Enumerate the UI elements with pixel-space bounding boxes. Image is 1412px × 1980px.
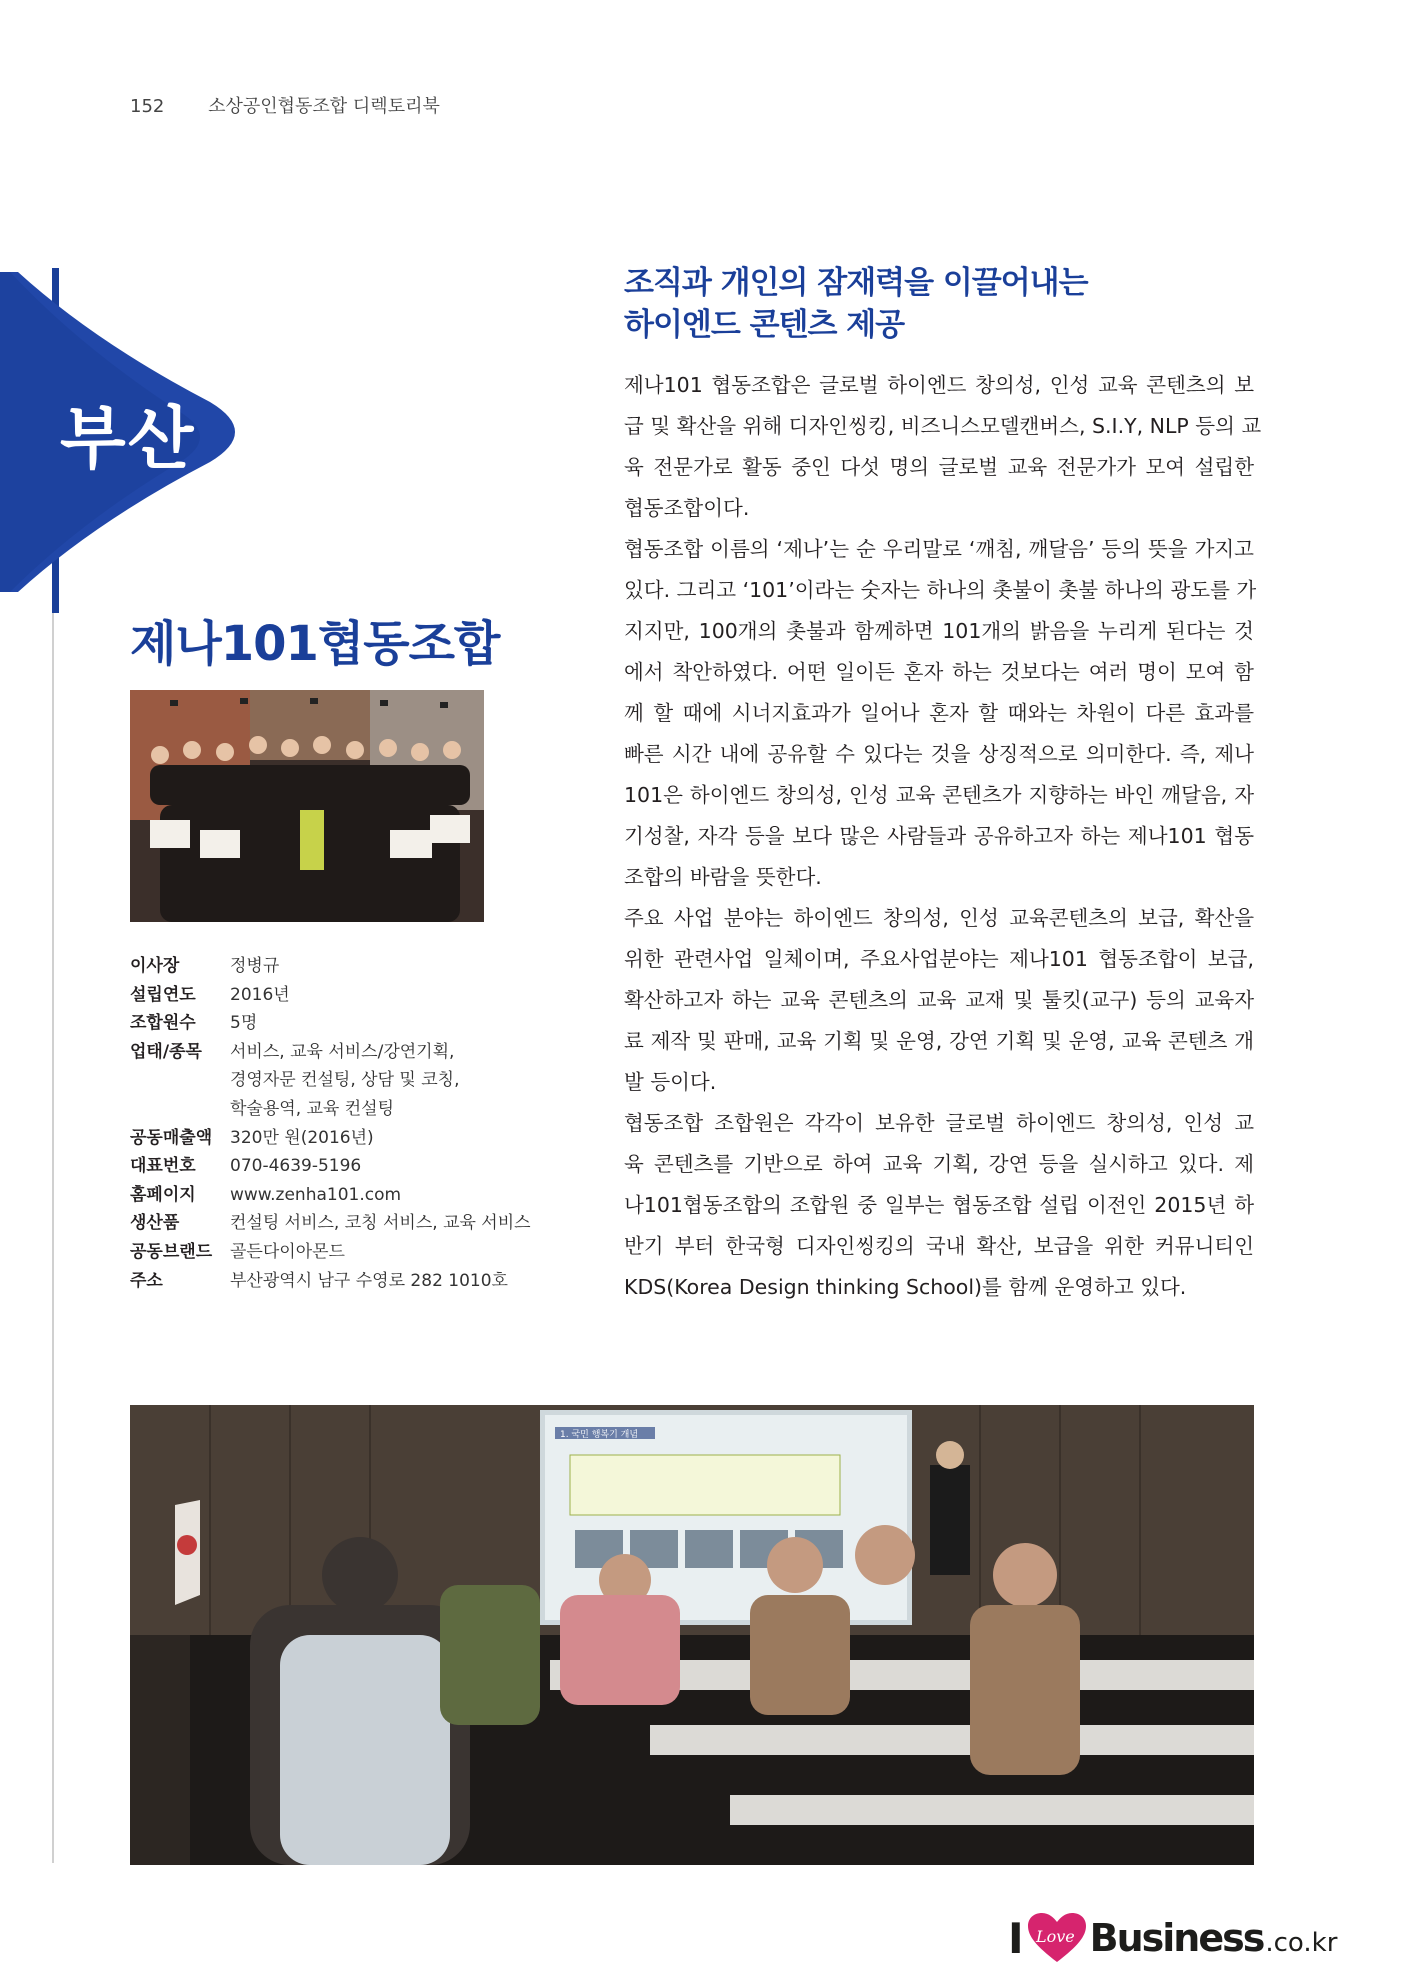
info-label: 홈페이지 — [130, 1184, 196, 1205]
article-body — [624, 365, 1262, 1308]
page-edge-line — [52, 613, 54, 1863]
info-value: 경영자문 컨설팅, 상담 및 코칭, — [230, 1070, 460, 1091]
heart-icon — [1026, 1912, 1088, 1964]
body-line: 있다. 그리고 ‘101’이라는 숫자는 하나의 촛불이 촛불 하나의 광도를 가 — [624, 578, 1257, 602]
page-header — [130, 92, 440, 118]
info-label — [130, 1095, 230, 1124]
info-row-business-type-cont — [130, 1095, 550, 1124]
info-row-sales — [130, 1124, 550, 1153]
info-label: 공동브랜드 — [130, 1241, 213, 1262]
body-line: 육 전문가로 활동 중인 다섯 명의 글로벌 교육 전문가가 모여 설립한 — [624, 455, 1254, 479]
body-line: 협동조합이다. — [624, 496, 750, 520]
region-label: 부산 — [60, 400, 196, 479]
group-photo — [130, 690, 484, 922]
info-value: 070-4639-5196 — [230, 1156, 362, 1177]
info-value: 서비스, 교육 서비스/강연기획, — [230, 1041, 455, 1062]
info-value: www.zenha101.com — [230, 1184, 402, 1205]
page-number: 152 — [130, 96, 165, 117]
info-label: 설립연도 — [130, 984, 196, 1005]
article-headline — [624, 262, 1088, 346]
logo-business-text: Business — [1089, 1916, 1264, 1960]
body-line: 확산하고자 하는 교육 콘텐츠의 교육 교재 및 툴킷(교구) 등의 교육자 — [624, 988, 1254, 1012]
info-value: 정병규 — [230, 956, 280, 976]
body-line: 발 등이다. — [624, 1070, 717, 1094]
body-line: 께 할 때에 시너지효과가 일어나 혼자 할 때와는 차원이 다른 효과를 — [624, 701, 1254, 725]
info-value: 학술용역, 교육 컨설팅 — [230, 1098, 395, 1119]
info-label: 이사장 — [130, 956, 180, 976]
body-line: 에서 착안하였다. 어떤 일이든 혼자 하는 것보다는 여러 명이 모여 함 — [624, 660, 1254, 684]
body-line: 위한 관련사업 일체이며, 주요사업분야는 제나101 협동조합이 보급, — [624, 947, 1254, 971]
info-row-products — [130, 1209, 550, 1238]
info-row-brand — [130, 1238, 550, 1267]
body-line: 나101협동조합의 조합원 중 일부는 협동조합 설립 이전인 2015년 하 — [624, 1193, 1254, 1217]
info-row-members — [130, 1009, 550, 1038]
info-label: 대표번호 — [130, 1156, 196, 1177]
info-row-chairman — [130, 952, 550, 981]
info-row-phone — [130, 1152, 550, 1181]
body-line: 협동조합 조합원은 각각이 보유한 글로벌 하이엔드 창의성, 인성 교 — [624, 1111, 1254, 1135]
info-label: 업태/종목 — [130, 1041, 202, 1062]
book-title: 소상공인협동조합 디렉토리북 — [208, 96, 440, 117]
body-line: 급 및 확산을 위해 디자인씽킹, 비즈니스모델캔버스, S.I.Y, NLP 등의 교 — [624, 414, 1262, 438]
info-value: 컨설팅 서비스, 코칭 서비스, 교육 서비스 — [230, 1213, 531, 1234]
info-value: 5명 — [230, 1013, 258, 1034]
body-line: 협동조합 이름의 ‘제나’는 순 우리말로 ‘깨침, 깨달음’ 등의 뜻을 가지고 — [624, 537, 1254, 561]
logo-domain-text: .co.kr — [1265, 1928, 1338, 1958]
body-line: 지지만, 100개의 촛불과 함께하면 101개의 밝음을 누리게 된다는 것 — [624, 619, 1254, 643]
body-line: 기성찰, 자각 등을 보다 많은 사람들과 공유하고자 하는 제나101 협동 — [624, 824, 1254, 848]
info-value: 골든다이아몬드 — [230, 1241, 345, 1262]
body-line: 조합의 바람을 뜻한다. — [624, 865, 822, 889]
slide-heading: 1. 국민 행복기 개념 — [560, 1430, 639, 1440]
body-line: 주요 사업 분야는 하이엔드 창의성, 인성 교육콘텐츠의 보급, 확산을 — [624, 906, 1254, 930]
info-row-business-type-cont — [130, 1066, 550, 1095]
info-label — [130, 1066, 230, 1095]
body-line: 101은 하이엔드 창의성, 인성 교육 콘텐츠가 지향하는 바인 깨달음, 자 — [624, 783, 1254, 807]
info-row-homepage — [130, 1181, 550, 1210]
info-row-founded — [130, 981, 550, 1010]
info-row-business-type — [130, 1038, 550, 1067]
headline-line: 하이엔드 콘텐츠 제공 — [624, 307, 905, 343]
i-love-business-logo — [1008, 1912, 1337, 1964]
coop-info-table — [130, 952, 550, 1295]
headline-line: 조직과 개인의 잠재력을 이끌어내는 — [624, 265, 1088, 301]
info-label: 공동매출액 — [130, 1127, 213, 1148]
info-row-address — [130, 1267, 550, 1296]
body-line: KDS(Korea Design thinking School)를 함께 운영하고 있다. — [624, 1275, 1187, 1299]
info-label: 생산품 — [130, 1213, 180, 1234]
info-value: 2016년 — [230, 984, 290, 1005]
body-line: 반기 부터 한국형 디자인씽킹의 국내 확산, 보급을 위한 커뮤니티인 — [624, 1234, 1254, 1258]
info-value: 320만 원(2016년) — [230, 1127, 374, 1148]
body-line: 료 제작 및 판매, 교육 기획 및 운영, 강연 기획 및 운영, 교육 콘텐츠 개 — [624, 1029, 1254, 1053]
info-label: 조합원수 — [130, 1013, 196, 1034]
info-value: 부산광역시 남구 수영로 282 1010호 — [230, 1270, 508, 1291]
body-line: 육 콘텐츠를 기반으로 하여 교육 기획, 강연 등을 실시하고 있다. 제 — [624, 1152, 1254, 1176]
body-line: 빠른 시간 내에 공유할 수 있다는 것을 상징적으로 의미한다. 즉, 제나 — [624, 742, 1254, 766]
lecture-photo — [130, 1405, 1254, 1865]
body-line: 제나101 협동조합은 글로벌 하이엔드 창의성, 인성 교육 콘텐츠의 보 — [624, 373, 1254, 397]
logo-love-text: Love — [1035, 1927, 1075, 1946]
info-label: 주소 — [130, 1270, 163, 1291]
logo-i-text: I — [1008, 1913, 1024, 1963]
coop-name: 제나101협동조합 — [130, 616, 500, 672]
